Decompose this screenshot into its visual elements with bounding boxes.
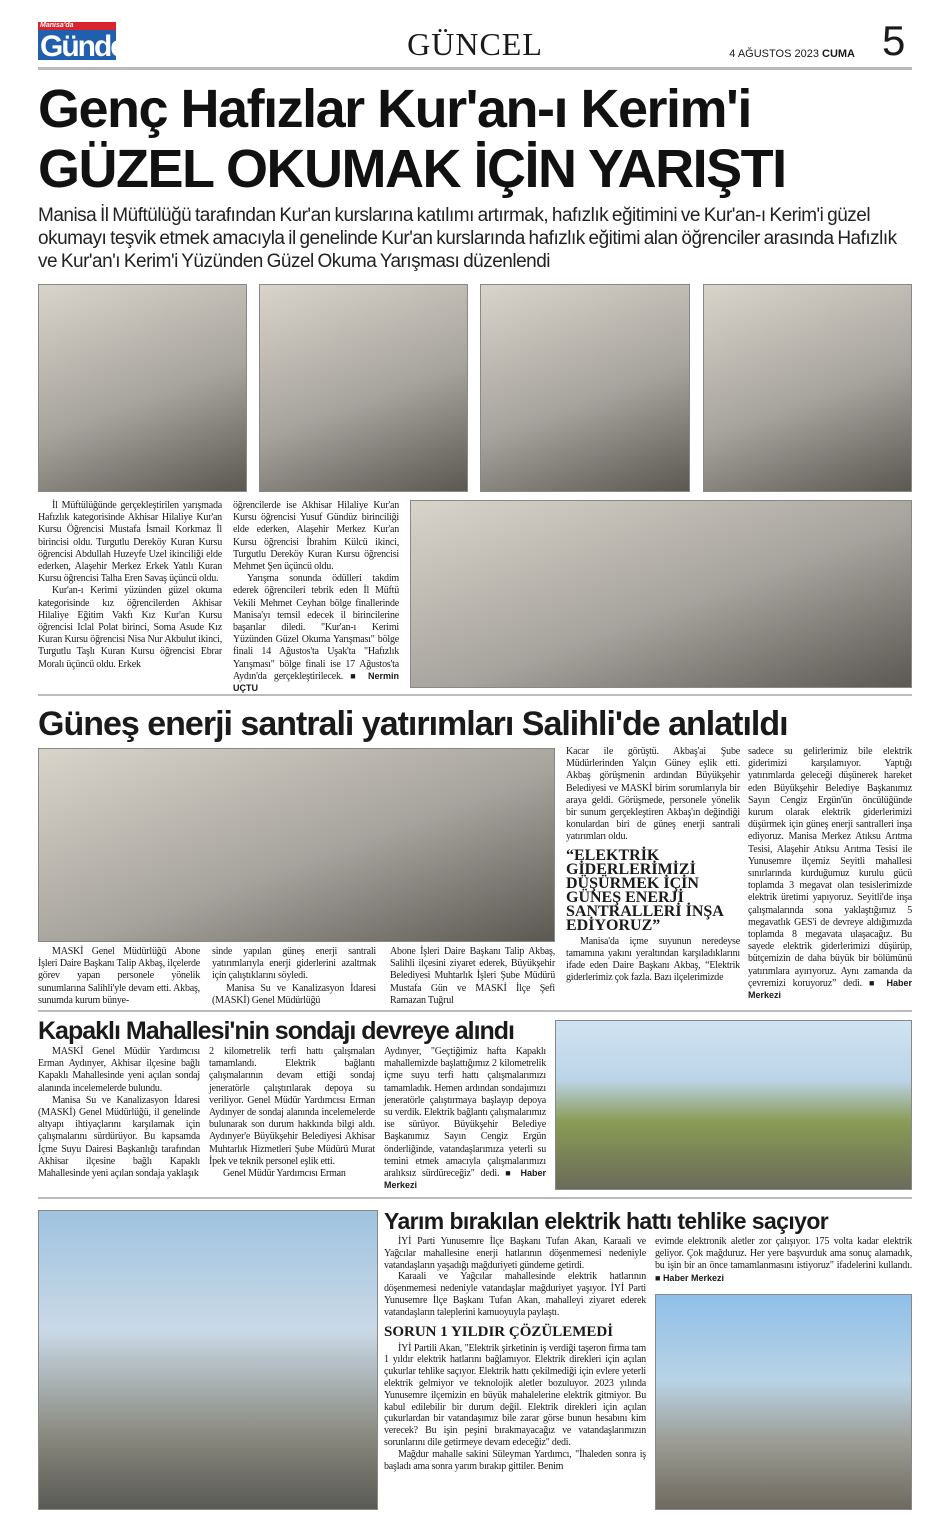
logo-tagline: Manisa'da (40, 22, 74, 29)
byline: ■ Nermin UÇTU (233, 671, 399, 693)
paragraph: 2 kilometrelik terfi hattı çalışmaları tamamlandı. Elektrik bağlantı çalışmalarının devam ettiği sondaj jeneratörle çalıştırılarak depoya su veriliyor. Genel Müdür Yardımcısı Erman Aydınyer de sondaj alanında incelemelerde bulunarak son durum hakkında bilgi aldı. Aydınyer'e Büyükşehir Belediyesi Akhisar Muhtarlık Hizmetleri Şube Müdürü Murat İpek ve teknik personel eşlik etti. (209, 1046, 375, 1167)
photo-meeting (38, 748, 555, 942)
article-1-col-1 (38, 500, 222, 671)
headline-2: Güneş enerji santrali yatırımları Salihli'de anlatıldı (38, 705, 788, 743)
paragraph: Karaali ve Yağcılar mahallesinde elektrik hatlarının döşenmemesi nedeniyle vatandaşlar mağduriyet yaşıyor. İYİ Parti Yunusemre İlçe Başkanı Tufan Akan, mahalleyi ziyaret ederek vatandaşların taleplerini kamuoyuyla paylaştı. (384, 1271, 646, 1318)
paragraph: Kacar ile görüştü. Akbaş'ai Şube Müdürlerinden Yalçın Güney eşlik etti. Akbaş görüşmenin ardından Büyükşehir Belediyesi ve MASKİ birim sorumlarıyla bir araya geldi. Görüşmede, personele yönelik bir sunum gerçekleştiren Akbaş'ın değindiği konulardan biri de güneş enerji santrali yatırımları oldu. (566, 746, 740, 843)
paragraph: Mağdur mahalle sakini Süleyman Yardımcı, "İhaleden sonra iş başladı ama sonra yarım bırakıp gittiler. Benim (384, 1448, 646, 1472)
article-3-col-1 (38, 1046, 200, 1180)
article-1-col-2 (233, 500, 399, 695)
article-4-col-1 (384, 1236, 646, 1472)
photo-award-3 (480, 284, 690, 492)
divider (38, 67, 912, 70)
photo-award-1 (38, 284, 247, 492)
page-number: 5 (882, 17, 906, 64)
paragraph: MASKİ Genel Müdürlüğü Abone İşleri Daire Başkanı Talip Akbaş, ilçelerde görev yapan personele yönelik sunumlarına Salihli'yle devam etti. Akbaş, sunumda kurum bünye- (38, 946, 200, 1006)
issue-date (729, 48, 855, 60)
photo-politicians (38, 1210, 378, 1510)
paragraph: Abone İşleri Daire Başkanı Talip Akbaş, Salihli ilçesini ziyaret ederek, Büyükşehir Belediyesi Muhtarlık İşleri Şube Müdürü Mustafa Gün ve MASKİ İlçe Şefi Ramazan Tuğrul (390, 946, 555, 1006)
divider (38, 1010, 912, 1012)
section-title: GÜNCEL (407, 26, 543, 62)
article-3-col-2 (209, 1046, 375, 1180)
logo-text: Gündem (40, 30, 150, 63)
article-1-deck: Manisa İl Müftülüğü tarafından Kur'an kurslarına katılımı artırmak, hafızlık eğitimini ve Kur'an-ı Kerim'i güzel okumayı teşvik etmek amacıyla il genelinde Kur'an kurslarında hafızlık eğitimi alan öğrenciler arasında Hafızlık ve Kur'an'ı Kerim'i Yüzünden Güzel Okuma Yarışması düzenlendi (38, 205, 897, 272)
paragraph: Manisa'da içme suyunun neredeyse tamamına yakını yeraltından karşıladıklarını ifade eden Daire Başkanı Akbaş, “Elektrik giderlerimiz çok fazla. Bazı ilçelerimizde (566, 935, 740, 984)
headline-3: Kapaklı Mahallesi'nin sondajı devreye alındı (38, 1017, 515, 1045)
paragraph-text: Yarışma sonunda ödülleri takdim ederek öğrencileri tebrik eden İl Müftü Vekili Mehmet Ceyhan bölge finallerinde Manisa'yı temsil edecek il birincilerine başarılar diledi. "Kur'an-ı Kerimi Yüzünden Güzel Okuma Yarışması" bölge finali 14 Ağustos'ta Uşak'ta "Hafızlık Yarışması" bölge finali ise 17 Ağustos'ta Aydın'da gerçekleştirilecek. (233, 573, 399, 682)
paragraph: İYİ Partili Akan, "Elektrik şirketinin iş verdiği taşeron firma tam 1 yıldır elektrik hatlarını bağlamıyor. Elektrik direkleri için açılan çukurlar tehlike saçıyor. Elektrik hattı çekilmediği için evlere yeterli elektrik gelmiyor ve teknolojik aletler bozuluyor. 2023 yılında Yunusemre ilçemizin en büyük mahalelerine elektrik gitmiyor. Bu kabul edilebilir bir durum değil. Elektrik direkleri için açılan çukurlardan bir vatandaşımız bile zarar görse bunun hesabını kim verecek? Bu işin peşini bırakmayacağız ve vatandaşlarımızın sorunlarını dile getirmeye devam edeceğiz" dedi. (384, 1342, 646, 1448)
photo-neighborhood (655, 1294, 912, 1510)
paragraph: İl Müftülüğünde gerçekleştirilen yarışmada Hafızlık kategorisinde Akhisar Hilaliye Kur'an Kursu Öğrencisi Mustafa İsmail Korkmaz İl birincisi oldu. Turgutlu Dereköy Kuran Kursu öğrencisi Abdullah Huzeyfe Uzel ikinciliği elde ederken, Alaşehir Merkez Erkek Yatılı Kuran Kursu öğrencisi Talha Eren Savaş üçüncü oldu. (38, 500, 222, 585)
article-2-col-2 (212, 946, 376, 1007)
paragraph: Manisa Su ve Kanalizasyon İdaresi (MASKİ) Genel Müdürlüğü (212, 982, 376, 1006)
photo-award-2 (259, 284, 468, 492)
headline-1-line2: GÜZEL OKUMAK İÇİN YARIŞTI (38, 139, 786, 199)
article-4-col-2 (655, 1236, 912, 1285)
paragraph-text: evimde elektronik aletler zor çalışıyor. 175 volta kadar elektrik geliyor. Çok mağduruz. Her yere başvurduk ama sonuç alamadık, bu işin bir an önce tamamlanmasını istiyoruz" ifadelerini kullandı. (655, 1236, 912, 1272)
paragraph: İYİ Parti Yunusemre İlçe Başkanı Tufan Akan, Karaali ve Yağcılar mahallesine enerji hatlarının döşenmemesi nedeniyle vatandaşların yaşadığı mağduriyeti gündeme getirdi. (384, 1236, 646, 1271)
paragraph: sinde yapılan güneş enerji santrali yatırımlarıyla enerji giderlerini azaltmak için çalıştıklarını söyledi. (212, 946, 376, 982)
article-2-col-5 (748, 746, 912, 1002)
paragraph (748, 746, 912, 1002)
pull-quote: “ELEKTRİK GİDERLERİMİZİ DÜŞÜRMEK İÇİN GÜNEŞ ENERJİ SANTRALLERİ İNŞA EDİYORUZ” (566, 846, 723, 934)
divider (38, 1197, 912, 1199)
photo-award-4 (703, 284, 912, 492)
paragraph (384, 1046, 546, 1192)
article-2-col-4 (566, 746, 740, 984)
article-2-col-3 (390, 946, 555, 1007)
paragraph: öğrencilerde ise Akhisar Hilaliye Kur'an Kursu öğrencisi Yusuf Gündüz birinciliği elde ederken, Alaşehir Merkez Kur'an Kursu öğrencisi İbrahim Külcü ikinci, Turgutlu Dereköy Kuran Kursu öğrencisi Mehmet Şen üçüncü oldu. (233, 500, 399, 573)
paragraph-text: Aydınyer, "Geçtiğimiz hafta Kapaklı mahallemizde başlattığımız 2 kilometrelik içme suyu terfi hattı çalışmalarımızı tamamladık. Hemen ardından sondajımızı jeneratörle çalıştırmaya başlayıp depoya su verdik. Elektrik bağlantı çalışmalarımız ise sürüyor. Büyükşehir Belediye Başkanımız Sayın Cengiz Ergün önderliğinde, vatandaşlarımıza yeterli su temini etmek amacıyla çalışmalarımızı aralıksız sürdüreceğiz" dedi. (384, 1046, 546, 1180)
byline: ■ Haber Merkezi (655, 1273, 724, 1283)
byline: ■ Haber Merkezi (384, 1168, 546, 1190)
photo-well-site (555, 1020, 912, 1190)
paragraph: Genel Müdür Yardımcısı Erman (223, 1168, 346, 1180)
paragraph (655, 1236, 912, 1285)
headline-1-line1: Genç Hafızlar Kur'an-ı Kerim'i (38, 79, 751, 139)
subheading: SORUN 1 YILDIR ÇÖZÜLEMEDİ (384, 1323, 614, 1340)
article-3-col-3 (384, 1046, 546, 1192)
paragraph: MASKİ Genel Müdür Yardımcısı Erman Aydınyer, Akhisar ilçesine bağlı Kapaklı Mahallesinde yeni açılan sondaj alanında incelemelerde bulundu. (38, 1046, 200, 1094)
article-2-col-1 (38, 946, 200, 1007)
headline-4: Yarım bırakılan elektrik hattı tehlike saçıyor (384, 1208, 829, 1234)
date-text: 4 AĞUSTOS 2023 (729, 48, 819, 60)
paragraph-text: sadece su gelirlerimiz bile elektrik giderimizi karşılamıyor. Yaptığı yatırımlarda geleceği düşünerek hareket eden Büyükşehir Belediye Başkanımız Sayın Cengiz Ergün'ün öncülüğünde kurum olarak elektrik giderlerimizi düşürmek için güneş enerji santralleri inşa ediyoruz. Manisa Merkez Atıksu Arıtma Tesisi, Alaşehir Atıksu Arıtma Tesisi ile Yunusemre ilçemiz Seyitli mahallesi sınırlarında kurduğumuz kurulu gücü toplamda 3 megavat olan tesislerimizde elektrik üretimi yapıyoruz. Seyitli'de inşa çalışmalarında sona yaklaştığımız 5 megavatlık GES'i de devreye aldığımızda toplamda 8 megavata ulaşacağız. Bu sayede elektrik giderlerimizi düşürüp, bütçemizin de daha büyük bir bölümünü yatırımlara ayırıyoruz. Aynı zamanda da çevremizi koruyoruz” dedi. (748, 746, 912, 989)
photo-group (410, 500, 912, 688)
divider (38, 694, 912, 696)
paragraph (233, 573, 399, 695)
byline: ■ Haber Merkezi (748, 978, 912, 1000)
paragraph: Kur'an-ı Kerimi yüzünden güzel okuma kategorisinde kız öğrencilerden Akhisar Hilaliye Eğitim Vakfı Kız Kur'an Kursu öğrencisi Iclal Polat birinci, Soma Asude Kız Kuran Kursu öğrencisi Nisa Nur Akbulut ikinci, Turgutlu Taşlı Kuran Kursu öğrencisi Ebrar Moralı üçüncü oldu. Erkek (38, 585, 222, 670)
day-text: CUMA (822, 48, 855, 60)
paragraph: Manisa Su ve Kanalizasyon İdaresi (MASKİ) Genel Müdürlüğü, il genelinde altyapı ihtiyaçlarını karşılamak için çalışmalarını sürdürüyor. Bu kapsamda İçme Suyu Dairesi Başkanlığı tarafından Akhisar ilçesine bağlı Kapaklı Mahallesinde yeni açılan sondaja yaklaşık (38, 1094, 200, 1180)
